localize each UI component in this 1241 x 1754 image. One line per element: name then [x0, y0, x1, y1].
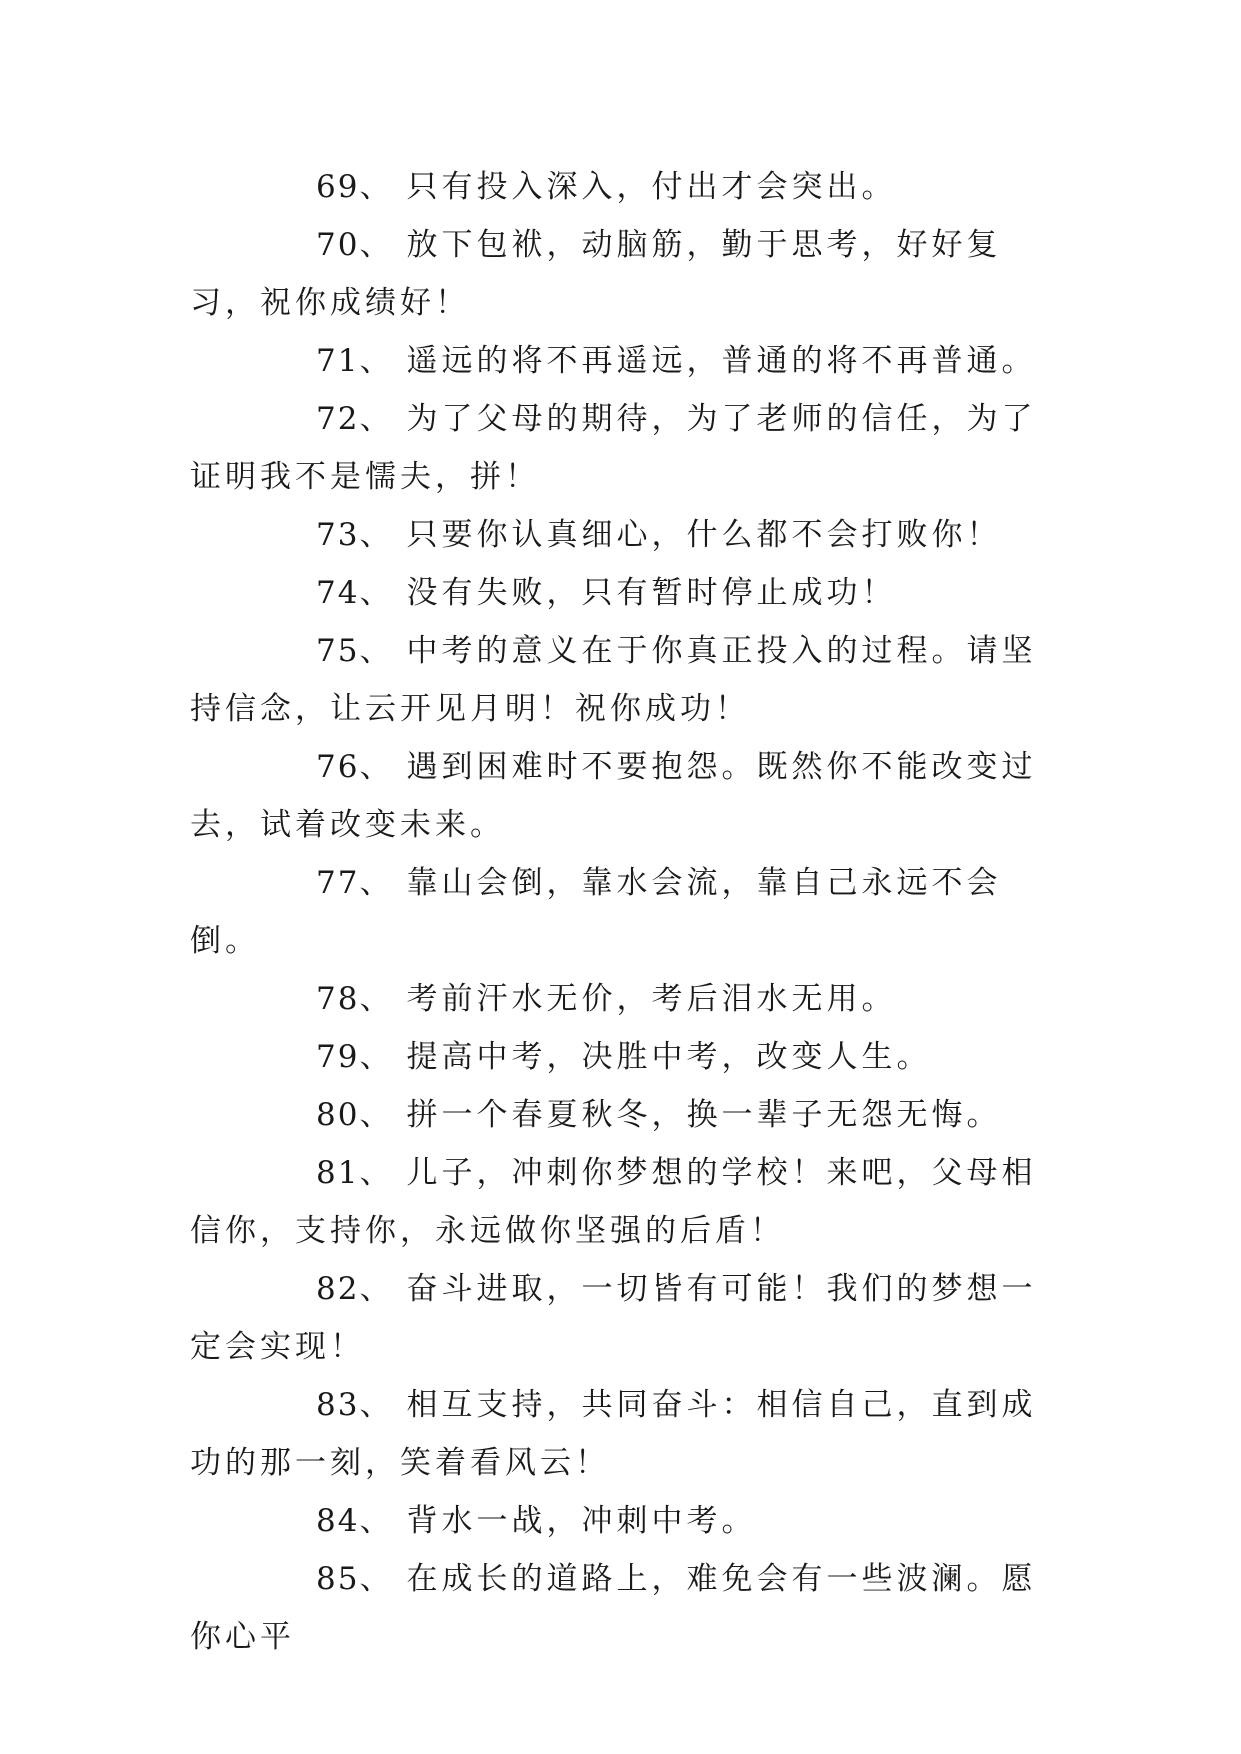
item-number: 81、 [316, 1155, 393, 1191]
list-item [190, 1260, 1070, 1376]
item-number: 80、 [316, 1097, 393, 1133]
item-number: 74、 [316, 575, 393, 611]
list-item [190, 1492, 1070, 1550]
item-number: 78、 [316, 981, 393, 1017]
list-item [190, 854, 1070, 970]
item-number: 85、 [316, 1561, 393, 1597]
list-item [190, 1376, 1070, 1492]
item-number: 83、 [316, 1387, 393, 1423]
item-number: 73、 [316, 517, 393, 553]
item-text: 为了父母的期待，为了老师的信任，为了证明我不是懦夫，拼！ [190, 401, 1037, 495]
item-text: 相互支持，共同奋斗：相信自己，直到成功的那一刻，笑着看风云！ [190, 1387, 1037, 1481]
item-number: 79、 [316, 1039, 393, 1075]
list-item [190, 564, 1070, 622]
item-number: 84、 [316, 1503, 393, 1539]
item-text: 遥远的将不再遥远，普通的将不再普通。 [406, 343, 1037, 379]
list-item [190, 216, 1070, 332]
item-text: 放下包袱，动脑筋，勤于思考，好好复习，祝你成绩好！ [190, 227, 1002, 321]
item-text: 只要你认真细心，什么都不会打败你！ [406, 517, 1002, 553]
item-text: 儿子，冲刺你梦想的学校！来吧，父母相信你，支持你，永远做你坚强的后盾！ [190, 1155, 1037, 1249]
item-number: 75、 [316, 633, 393, 669]
item-text: 拼一个春夏秋冬，换一辈子无怨无悔。 [406, 1097, 1002, 1133]
item-text: 靠山会倒，靠水会流，靠自己永远不会倒。 [190, 865, 1002, 959]
list-item [190, 622, 1070, 738]
list-item [190, 1144, 1070, 1260]
item-number: 71、 [316, 343, 393, 379]
item-number: 82、 [316, 1271, 393, 1307]
item-text: 只有投入深入，付出才会突出。 [406, 169, 897, 205]
item-number: 76、 [316, 749, 393, 785]
item-text: 考前汗水无价，考后泪水无用。 [406, 981, 897, 1017]
list-item [190, 1550, 1070, 1666]
item-number: 72、 [316, 401, 393, 437]
list-item [190, 390, 1070, 506]
item-text: 没有失败，只有暂时停止成功！ [406, 575, 897, 611]
item-number: 77、 [316, 865, 393, 901]
list-item [190, 1086, 1070, 1144]
list-item [190, 970, 1070, 1028]
item-text: 遇到困难时不要抱怨。既然你不能改变过去，试着改变未来。 [190, 749, 1037, 843]
list-item [190, 506, 1070, 564]
list-item [190, 158, 1070, 216]
item-text: 背水一战，冲刺中考。 [406, 1503, 757, 1539]
item-text: 奋斗进取，一切皆有可能！我们的梦想一定会实现！ [190, 1271, 1037, 1365]
item-number: 70、 [316, 227, 393, 263]
quote-list [190, 158, 1070, 1666]
list-item [190, 332, 1070, 390]
item-text: 中考的意义在于你真正投入的过程。请坚持信念，让云开见月明！祝你成功！ [190, 633, 1037, 727]
list-item [190, 738, 1070, 854]
list-item [190, 1028, 1070, 1086]
item-number: 69、 [316, 169, 393, 205]
item-text: 在成长的道路上，难免会有一些波澜。愿你心平 [190, 1561, 1037, 1655]
item-text: 提高中考，决胜中考，改变人生。 [406, 1039, 932, 1075]
